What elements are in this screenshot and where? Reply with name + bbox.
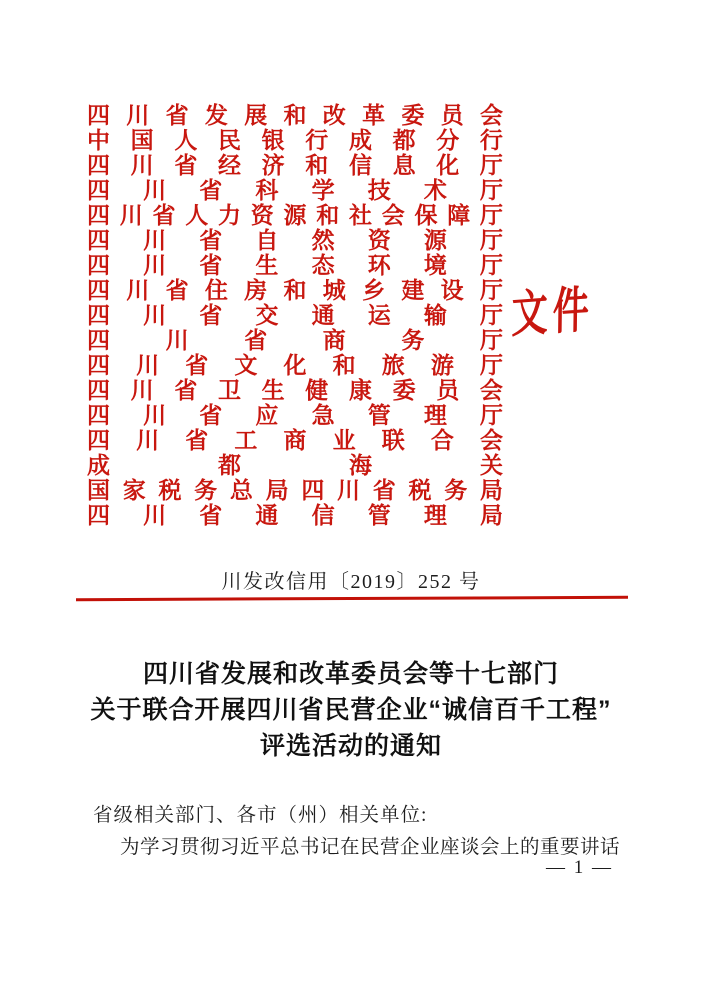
department-char: 资 [250,203,274,228]
department-char: 厅 [479,303,503,328]
department-char: 业 [332,428,356,453]
department-char: 厅 [479,178,503,203]
department-char: 省 [185,353,209,378]
department-char: 川 [130,153,154,178]
department-char: 川 [165,328,189,353]
department-row [87,453,503,478]
department-char: 管 [367,403,391,428]
department-char: 四 [87,153,110,178]
department-char: 四 [87,178,110,203]
department-char: 管 [367,503,391,528]
department-char: 和 [283,278,307,303]
department-char: 省 [152,203,176,228]
department-char: 和 [305,153,329,178]
department-char: 通 [311,303,335,328]
department-char: 合 [430,428,454,453]
department-row [87,303,503,328]
department-char: 中 [87,128,110,153]
department-char: 人 [174,128,198,153]
department-row [87,378,503,403]
department-char: 省 [199,503,223,528]
department-char: 交 [255,303,279,328]
department-char: 旅 [381,353,405,378]
department-char: 川 [126,103,150,128]
department-char: 技 [367,178,391,203]
department-char: 游 [430,353,454,378]
department-char: 厅 [479,153,503,178]
department-char: 省 [185,428,209,453]
body-paragraph: 为学习贯彻习近平总书记在民营企业座谈会上的重要讲话 [120,837,621,858]
department-char: 会 [479,378,503,403]
department-char: 改 [322,103,346,128]
department-char: 学 [311,178,335,203]
department-char: 会 [381,203,405,228]
department-char: 关 [480,453,503,478]
department-char: 化 [436,153,460,178]
department-char: 局 [265,478,289,503]
department-char: 革 [362,103,386,128]
department-char: 健 [305,378,329,403]
salutation-line: 省级相关部门、各市（州）相关单位: [93,805,428,826]
department-char: 员 [436,378,460,403]
department-char: 商 [283,428,307,453]
department-char: 术 [423,178,447,203]
department-char: 建 [401,278,425,303]
department-row [87,228,503,253]
department-char: 省 [199,303,223,328]
department-char: 民 [217,128,241,153]
title-line: 四川省发展和改革委员会等十七部门 [142,660,559,688]
department-row [87,278,503,303]
department-row [87,178,503,203]
department-char: 省 [199,178,223,203]
department-char: 四 [87,203,110,228]
department-char: 家 [122,478,146,503]
department-char: 态 [311,253,335,278]
department-char: 省 [244,328,268,353]
department-char: 税 [408,478,432,503]
department-char: 川 [136,353,160,378]
department-char: 输 [423,303,447,328]
department-char: 成 [87,453,110,478]
department-char: 川 [143,178,167,203]
department-char: 乡 [362,278,386,303]
department-char: 源 [423,228,447,253]
department-char: 运 [367,303,391,328]
document-title [0,656,702,764]
title-line: 关于联合开展四川省民营企业“诚信百千工程” [90,696,612,724]
department-char: 局 [479,503,503,528]
department-char: 成 [348,128,372,153]
department-char: 信 [311,503,335,528]
department-char: 川 [143,503,167,528]
department-char: 川 [143,303,167,328]
department-char: 四 [87,378,110,403]
department-char: 应 [255,403,279,428]
department-char: 务 [444,478,468,503]
department-char: 息 [392,153,416,178]
department-char: 四 [87,278,110,303]
department-char: 四 [87,503,110,528]
department-char: 理 [423,403,447,428]
department-char: 和 [332,353,356,378]
department-char: 经 [217,153,241,178]
department-char: 厅 [479,253,503,278]
department-char: 省 [199,228,223,253]
department-char: 务 [194,478,218,503]
department-char: 行 [479,128,503,153]
department-char: 障 [447,203,471,228]
department-char: 房 [244,278,268,303]
department-char: 省 [199,253,223,278]
department-row [87,103,503,128]
department-char: 国 [130,128,154,153]
department-char: 科 [255,178,279,203]
department-char: 卫 [217,378,241,403]
department-char: 理 [423,503,447,528]
department-row [87,128,503,153]
department-char: 环 [367,253,391,278]
department-char: 都 [218,453,241,478]
department-char: 工 [234,428,258,453]
department-row [87,153,503,178]
department-row [87,328,503,353]
department-char: 和 [283,103,307,128]
department-char: 厅 [479,278,503,303]
department-char: 行 [305,128,329,153]
department-char: 化 [283,353,307,378]
department-row [87,353,503,378]
department-char: 境 [423,253,447,278]
department-char: 资 [367,228,391,253]
department-char: 四 [87,428,110,453]
department-char: 社 [349,203,372,228]
department-char: 川 [119,203,143,228]
department-char: 城 [322,278,346,303]
department-char: 税 [158,478,182,503]
department-char: 银 [261,128,285,153]
department-char: 分 [436,128,460,153]
department-char: 保 [414,203,438,228]
department-char: 海 [349,453,372,478]
department-char: 委 [392,378,416,403]
department-char: 自 [255,228,279,253]
department-char: 厅 [480,203,503,228]
department-row [87,403,503,428]
department-char: 川 [126,278,150,303]
department-char: 四 [87,253,110,278]
red-separator-line [76,596,628,601]
department-char: 四 [87,303,110,328]
department-char: 川 [337,478,361,503]
department-char: 都 [392,128,416,153]
department-char: 川 [143,253,167,278]
department-char: 人 [185,203,209,228]
department-char: 四 [87,228,110,253]
department-char: 生 [261,378,285,403]
department-char: 务 [401,328,425,353]
department-char: 生 [255,253,279,278]
department-char: 厅 [480,353,503,378]
department-char: 住 [204,278,228,303]
page-number: — 1 — [546,857,613,878]
department-char: 济 [261,153,285,178]
department-char: 局 [479,478,503,503]
department-char: 展 [244,103,268,128]
department-char: 信 [348,153,372,178]
department-char: 厅 [479,328,503,353]
department-char: 设 [440,278,464,303]
department-char: 四 [87,353,110,378]
department-char: 川 [143,228,167,253]
department-char: 和 [316,203,340,228]
department-char: 四 [87,403,110,428]
department-char: 联 [381,428,405,453]
department-row [87,478,503,503]
department-row [87,428,503,453]
department-char: 会 [480,428,503,453]
department-char: 四 [87,103,110,128]
department-char: 省 [199,403,223,428]
department-row [87,203,503,228]
department-char: 省 [372,478,396,503]
department-char: 急 [311,403,335,428]
department-char: 省 [174,378,198,403]
department-char: 四 [301,478,325,503]
department-char: 川 [136,428,160,453]
department-char: 川 [143,403,167,428]
document-stamp-wenjian: 文件 [511,281,595,343]
department-char: 发 [204,103,228,128]
document-number: 川发改信用〔2019〕252 号 [221,571,481,593]
department-char: 厅 [479,228,503,253]
title-line: 评选活动的通知 [259,732,442,760]
department-char: 然 [311,228,335,253]
department-char: 文 [234,353,258,378]
department-row [87,253,503,278]
department-char: 源 [283,203,307,228]
department-header-list [87,103,503,528]
department-char: 康 [348,378,372,403]
department-char: 厅 [479,403,503,428]
department-char: 商 [322,328,346,353]
department-char: 总 [229,478,253,503]
department-char: 省 [174,153,198,178]
department-char: 委 [401,103,425,128]
department-char: 川 [130,378,154,403]
department-char: 国 [87,478,110,503]
department-char: 会 [479,103,503,128]
department-char: 通 [255,503,279,528]
department-char: 省 [165,278,189,303]
department-char: 四 [87,328,110,353]
department-row [87,503,503,528]
department-char: 员 [440,103,464,128]
department-char: 力 [218,203,241,228]
department-char: 省 [165,103,189,128]
